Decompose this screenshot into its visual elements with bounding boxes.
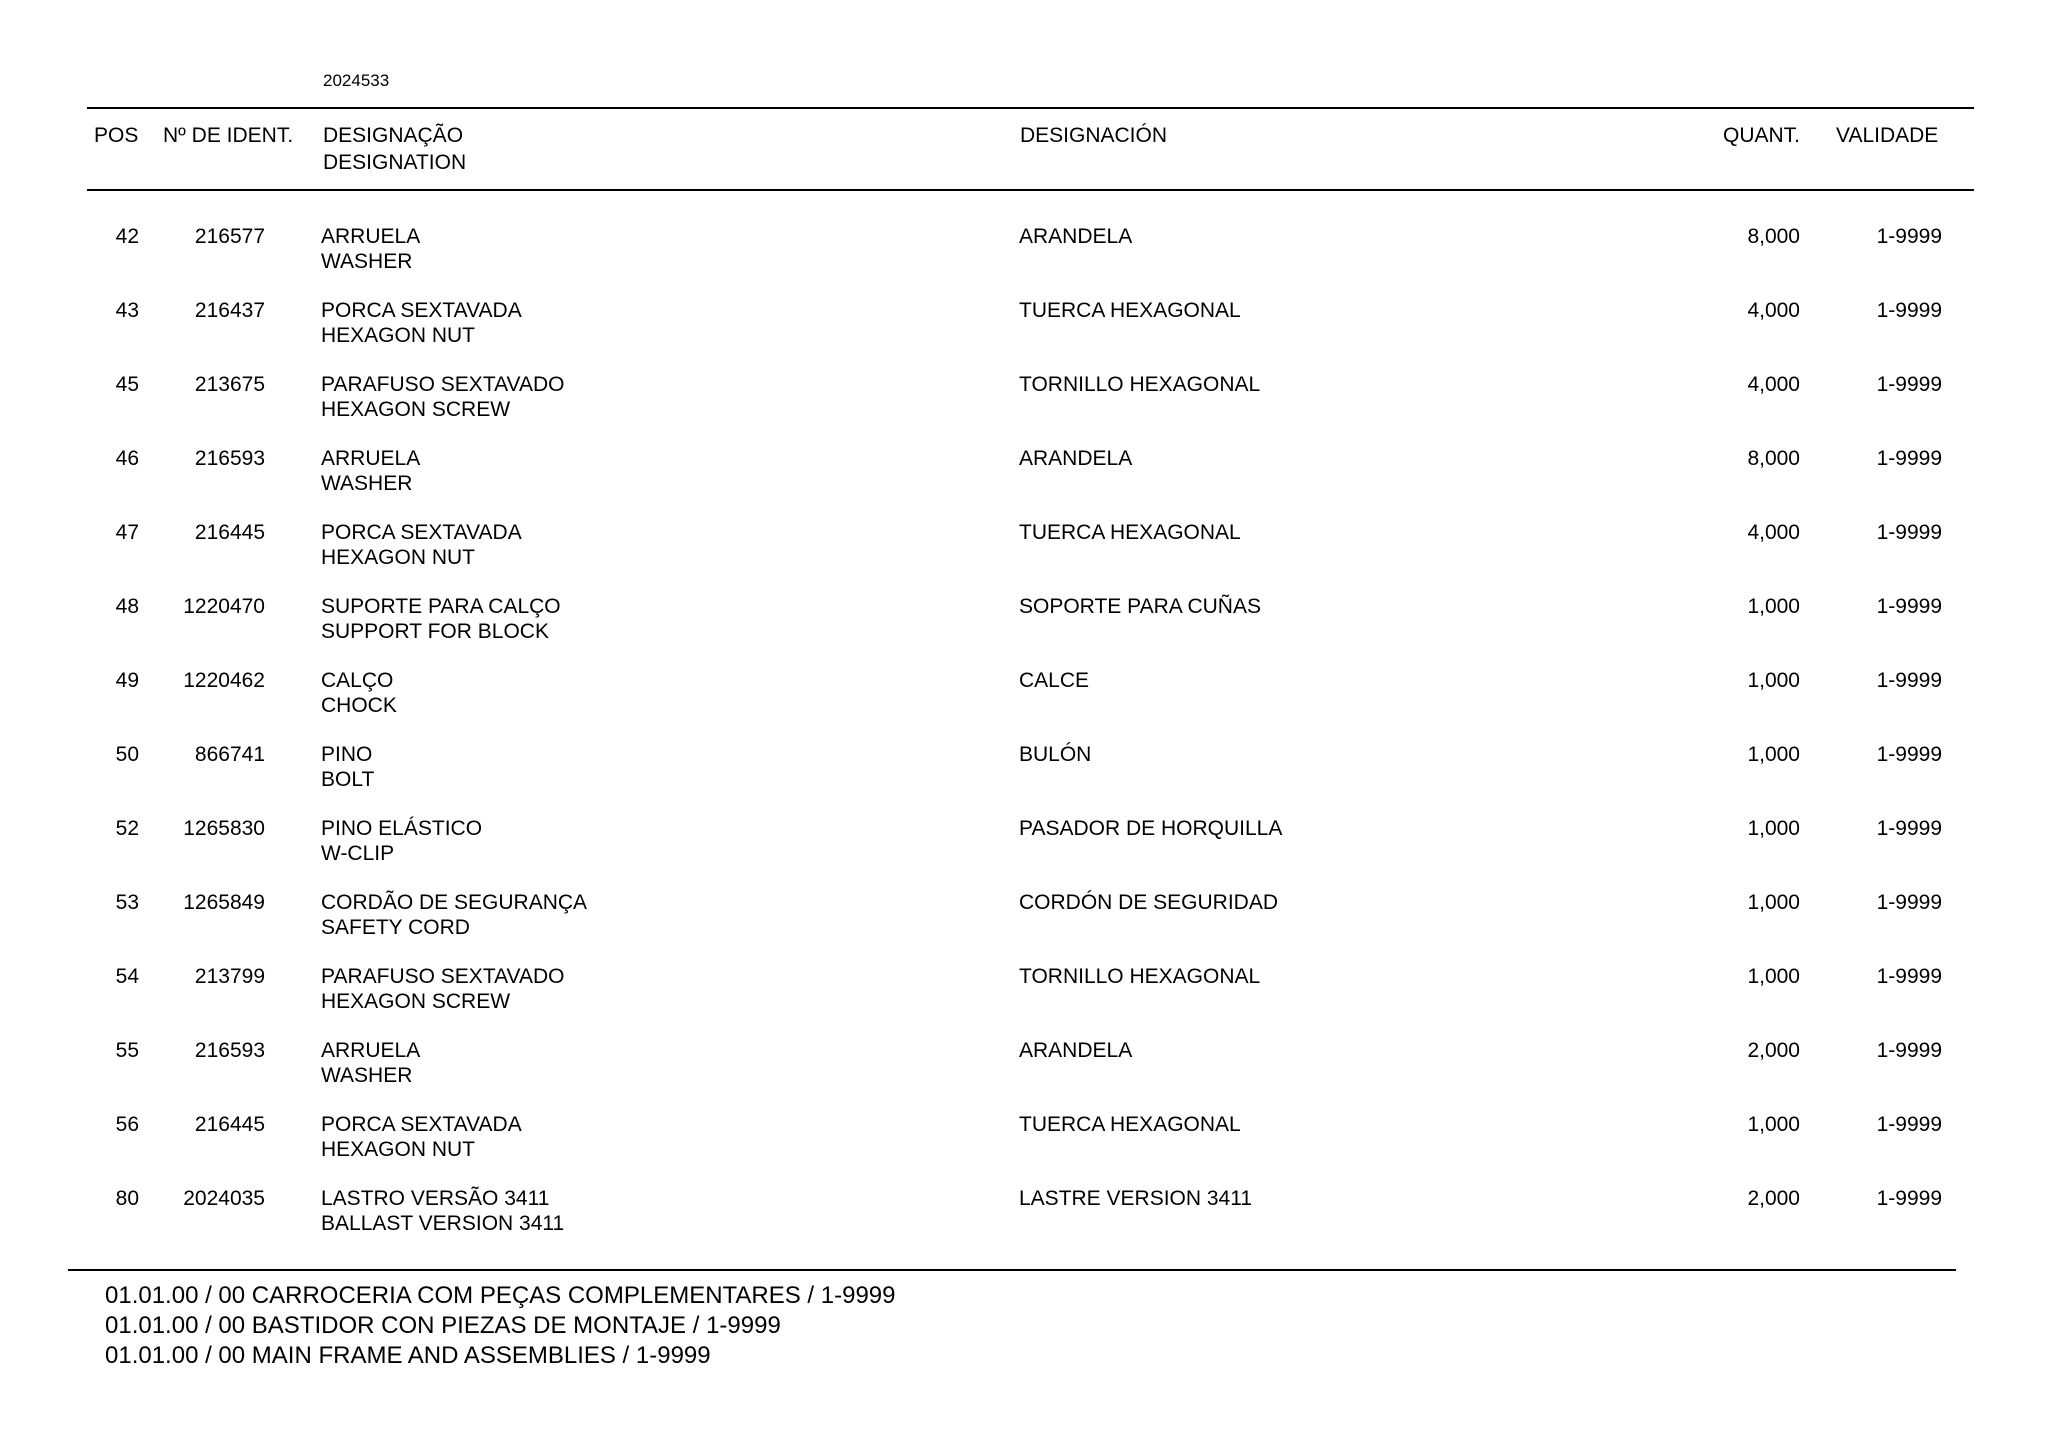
- header-top-rule: [87, 107, 1974, 109]
- row-designacao: ARRUELA: [321, 1039, 421, 1062]
- header-pos: POS: [94, 124, 139, 147]
- row-ident: 216437: [194, 299, 265, 322]
- row-designacion: TUERCA HEXAGONAL: [1019, 299, 1241, 322]
- row-pos: 55: [115, 1039, 139, 1062]
- row-quant: 1,000: [1747, 669, 1800, 692]
- row-validade: 1-9999: [1876, 891, 1942, 914]
- table-row: [0, 446, 2048, 520]
- table-row: [0, 1186, 2048, 1260]
- row-designacion: ARANDELA: [1019, 1039, 1133, 1062]
- parts-table-body: [0, 224, 2048, 1260]
- row-pos: 56: [115, 1113, 139, 1136]
- table-row: [0, 816, 2048, 890]
- row-validade: 1-9999: [1876, 595, 1942, 618]
- table-row: [0, 1038, 2048, 1112]
- row-pos: 43: [115, 299, 139, 322]
- row-pos: 47: [115, 521, 139, 544]
- row-designation: HEXAGON NUT: [321, 324, 476, 347]
- row-designation: WASHER: [321, 1064, 413, 1087]
- row-quant: 2,000: [1747, 1187, 1800, 1210]
- row-designation-pt-en: [321, 816, 482, 866]
- row-designation-pt-en: [321, 224, 420, 274]
- row-designation-pt-en: [321, 668, 397, 718]
- row-designacao: PORCA SEXTAVADA: [321, 299, 522, 322]
- footer-line-es: 01.01.00 / 00 BASTIDOR CON PIEZAS DE MONTAJE / 1-9999: [105, 1312, 781, 1339]
- row-quant: 8,000: [1747, 447, 1800, 470]
- row-quant: 4,000: [1747, 373, 1800, 396]
- table-row: [0, 1112, 2048, 1186]
- row-designation: WASHER: [321, 250, 413, 273]
- row-validade: 1-9999: [1876, 669, 1942, 692]
- row-quant: 8,000: [1747, 225, 1800, 248]
- row-designacao: PARAFUSO SEXTAVADO: [321, 373, 565, 396]
- header-bottom-rule: [87, 189, 1974, 191]
- row-designation: HEXAGON SCREW: [321, 990, 511, 1013]
- row-designation-pt-en: [321, 446, 420, 496]
- row-designation: W-CLIP: [321, 842, 395, 865]
- row-pos: 80: [115, 1187, 139, 1210]
- row-designacao: LASTRO VERSÃO 3411: [321, 1187, 550, 1210]
- row-designation-pt-en: [321, 742, 374, 792]
- header-ident: Nº DE IDENT.: [163, 124, 294, 147]
- row-validade: 1-9999: [1876, 817, 1942, 840]
- row-validade: 1-9999: [1876, 299, 1942, 322]
- row-ident: 1265849: [183, 891, 265, 914]
- header-designation-pt-en: [323, 122, 466, 176]
- row-designation: BALLAST VERSION 3411: [321, 1212, 565, 1235]
- table-row: [0, 372, 2048, 446]
- row-ident: 216445: [194, 521, 265, 544]
- row-ident: 1265830: [183, 817, 265, 840]
- row-pos: 53: [115, 891, 139, 914]
- row-designacao: CORDÃO DE SEGURANÇA: [321, 891, 588, 914]
- row-designacion: ARANDELA: [1019, 447, 1133, 470]
- row-validade: 1-9999: [1876, 1113, 1942, 1136]
- table-row: [0, 224, 2048, 298]
- header-designacao: DESIGNAÇÃO: [323, 124, 464, 147]
- row-pos: 52: [115, 817, 139, 840]
- row-pos: 46: [115, 447, 139, 470]
- document-number: 2024533: [323, 71, 390, 90]
- row-designation-pt-en: [321, 964, 565, 1014]
- row-ident: 216445: [194, 1113, 265, 1136]
- row-designation-pt-en: [321, 594, 561, 644]
- row-designation: CHOCK: [321, 694, 397, 717]
- row-pos: 50: [115, 743, 139, 766]
- row-designacao: PORCA SEXTAVADA: [321, 1113, 522, 1136]
- row-designacion: SOPORTE PARA CUÑAS: [1019, 595, 1261, 618]
- table-row: [0, 742, 2048, 816]
- row-quant: 1,000: [1747, 891, 1800, 914]
- row-ident: 866741: [194, 743, 265, 766]
- header-designation: DESIGNATION: [323, 151, 467, 174]
- row-designation-pt-en: [321, 372, 565, 422]
- row-designacion: PASADOR DE HORQUILLA: [1019, 817, 1283, 840]
- row-designacion: BULÓN: [1019, 743, 1092, 766]
- row-designacion: TUERCA HEXAGONAL: [1019, 1113, 1241, 1136]
- row-designacion: TORNILLO HEXAGONAL: [1019, 965, 1261, 988]
- row-ident: 2024035: [183, 1187, 265, 1210]
- row-designacion: TORNILLO HEXAGONAL: [1019, 373, 1261, 396]
- row-pos: 54: [115, 965, 139, 988]
- row-validade: 1-9999: [1876, 225, 1942, 248]
- row-pos: 45: [115, 373, 139, 396]
- row-designation: WASHER: [321, 472, 413, 495]
- table-row: [0, 668, 2048, 742]
- header-validade: VALIDADE: [1836, 124, 1939, 147]
- footer-rule: [68, 1269, 1956, 1271]
- row-designacion: TUERCA HEXAGONAL: [1019, 521, 1241, 544]
- row-designacion: LASTRE VERSION 3411: [1019, 1187, 1253, 1210]
- row-validade: 1-9999: [1876, 447, 1942, 470]
- row-designacion: CORDÓN DE SEGURIDAD: [1019, 891, 1279, 914]
- row-validade: 1-9999: [1876, 743, 1942, 766]
- footer-assembly-lines: [105, 1281, 896, 1371]
- row-designacion: CALCE: [1019, 669, 1090, 692]
- row-validade: 1-9999: [1876, 965, 1942, 988]
- row-designacao: SUPORTE PARA CALÇO: [321, 595, 561, 618]
- row-validade: 1-9999: [1876, 1039, 1942, 1062]
- footer-line-en: 01.01.00 / 00 MAIN FRAME AND ASSEMBLIES / 1-9999: [105, 1342, 711, 1369]
- table-row: [0, 594, 2048, 668]
- row-designacao: ARRUELA: [321, 225, 421, 248]
- row-validade: 1-9999: [1876, 1187, 1942, 1210]
- row-ident: 1220462: [183, 669, 265, 692]
- row-pos: 42: [115, 225, 139, 248]
- row-designacao: PINO: [321, 743, 373, 766]
- row-quant: 4,000: [1747, 521, 1800, 544]
- row-designation-pt-en: [321, 1112, 522, 1162]
- row-designation-pt-en: [321, 890, 587, 940]
- row-designacao: PORCA SEXTAVADA: [321, 521, 522, 544]
- row-designacao: CALÇO: [321, 669, 394, 692]
- row-designation-pt-en: [321, 298, 522, 348]
- table-row: [0, 964, 2048, 1038]
- row-designation: BOLT: [321, 768, 375, 791]
- row-quant: 4,000: [1747, 299, 1800, 322]
- row-quant: 1,000: [1747, 965, 1800, 988]
- row-validade: 1-9999: [1876, 521, 1942, 544]
- row-ident: 216577: [194, 225, 265, 248]
- row-designation-pt-en: [321, 1038, 420, 1088]
- row-quant: 1,000: [1747, 817, 1800, 840]
- row-ident: 213799: [194, 965, 265, 988]
- row-ident: 1220470: [183, 595, 265, 618]
- row-ident: 216593: [194, 1039, 265, 1062]
- row-designation-pt-en: [321, 1186, 564, 1236]
- row-pos: 49: [115, 669, 139, 692]
- row-designation: HEXAGON NUT: [321, 546, 476, 569]
- row-ident: 216593: [194, 447, 265, 470]
- row-quant: 1,000: [1747, 1113, 1800, 1136]
- row-ident: 213675: [194, 373, 265, 396]
- row-designacao: PARAFUSO SEXTAVADO: [321, 965, 565, 988]
- row-designation: HEXAGON SCREW: [321, 398, 511, 421]
- row-quant: 1,000: [1747, 595, 1800, 618]
- table-row: [0, 298, 2048, 372]
- row-validade: 1-9999: [1876, 373, 1942, 396]
- header-designacion: DESIGNACIÓN: [1020, 124, 1168, 147]
- footer-line-pt: 01.01.00 / 00 CARROCERIA COM PEÇAS COMPLEMENTARES / 1-9999: [105, 1282, 896, 1309]
- row-pos: 48: [115, 595, 139, 618]
- row-quant: 1,000: [1747, 743, 1800, 766]
- row-designacao: PINO ELÁSTICO: [321, 817, 483, 840]
- header-quant: QUANT.: [1722, 124, 1800, 147]
- row-designacao: ARRUELA: [321, 447, 421, 470]
- table-row: [0, 520, 2048, 594]
- table-row: [0, 890, 2048, 964]
- row-designacion: ARANDELA: [1019, 225, 1133, 248]
- row-designation-pt-en: [321, 520, 522, 570]
- row-quant: 2,000: [1747, 1039, 1800, 1062]
- row-designation: SAFETY CORD: [321, 916, 470, 939]
- row-designation: HEXAGON NUT: [321, 1138, 476, 1161]
- row-designation: SUPPORT FOR BLOCK: [321, 620, 549, 643]
